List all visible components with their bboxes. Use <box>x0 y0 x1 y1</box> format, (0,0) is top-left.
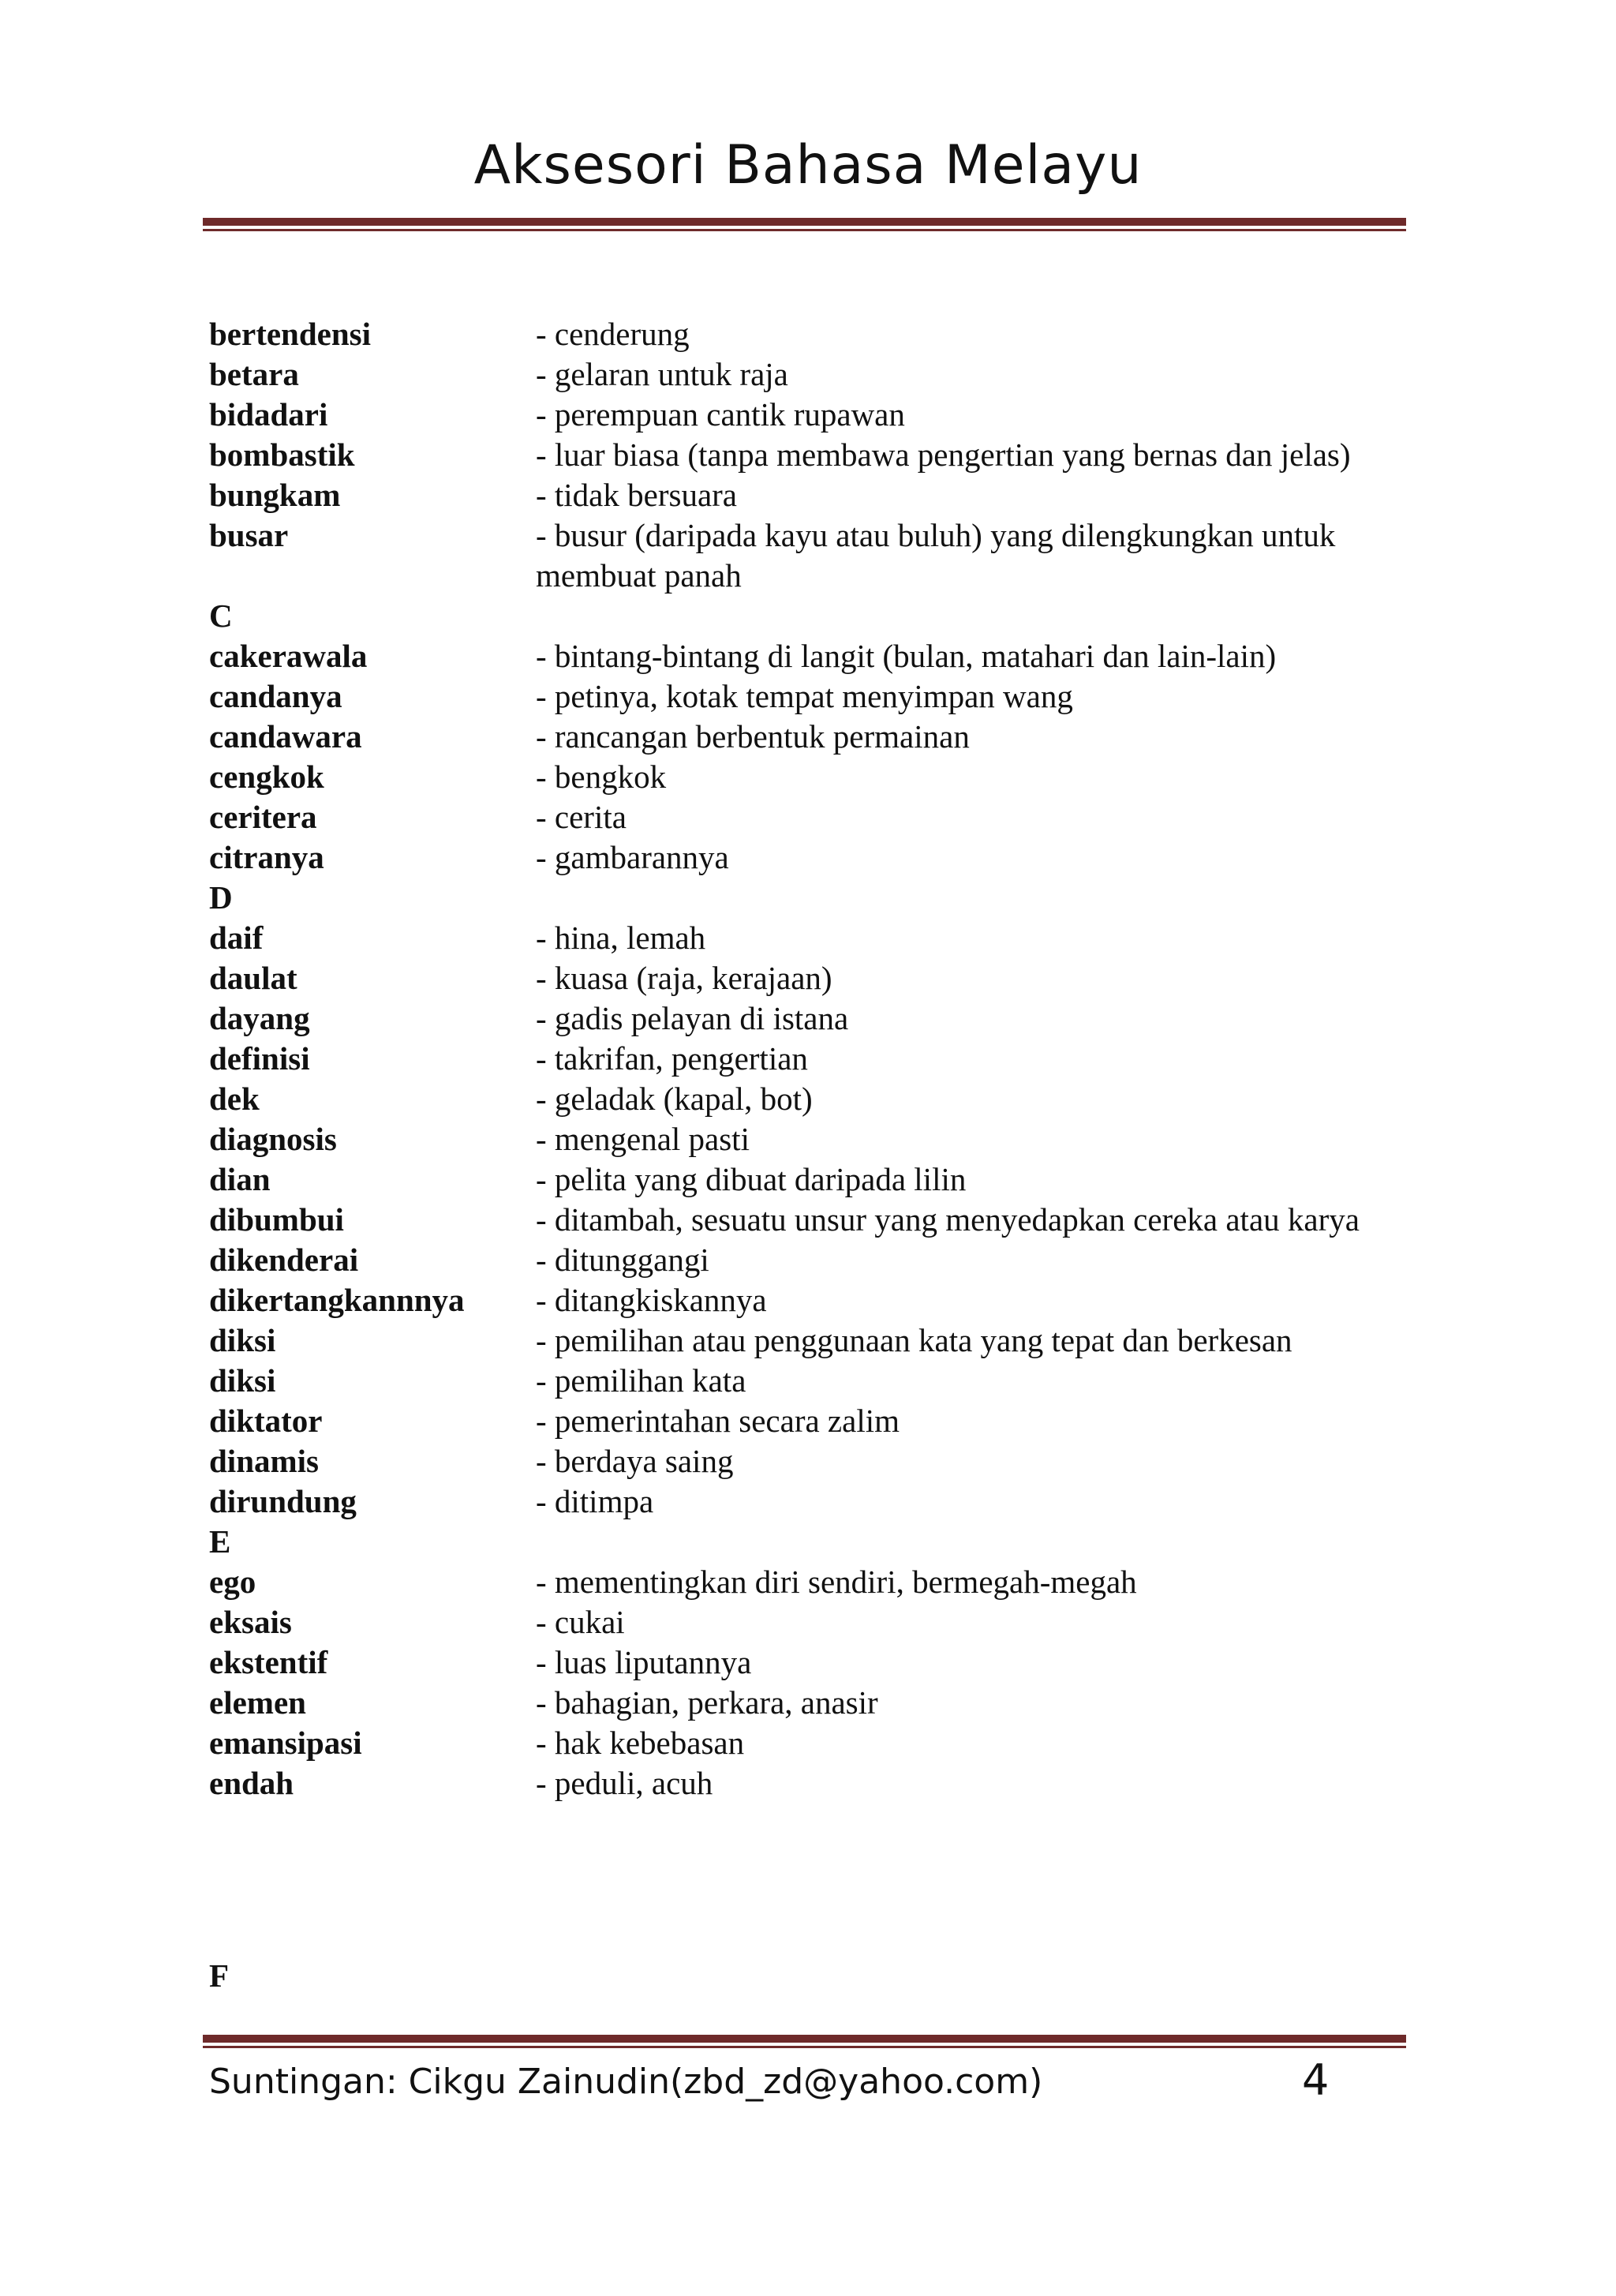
entry-term: dikenderai <box>209 1242 359 1278</box>
entry-definition: - bahagian, perkara, anasir <box>536 1684 878 1721</box>
glossary-entry <box>209 676 1408 717</box>
entry-term: bertendensi <box>209 316 371 352</box>
entry-term: candawara <box>209 718 362 755</box>
entry-definition: - gadis pelayan di istana <box>536 1000 849 1036</box>
glossary-entry <box>209 1240 1408 1280</box>
entry-definition: - geladak (kapal, bot) <box>536 1081 813 1117</box>
entry-term: dek <box>209 1081 260 1117</box>
glossary-entry <box>209 1723 1408 1763</box>
page-number: 4 <box>1302 2055 1330 2105</box>
glossary-entry <box>209 515 1408 596</box>
entry-term: dibumbui <box>209 1201 344 1238</box>
glossary-entry <box>209 1079 1408 1119</box>
glossary-entry <box>209 475 1408 515</box>
glossary-entry <box>209 918 1408 958</box>
entry-definition: - pemilihan atau penggunaan kata yang tepat dan berkesan <box>536 1322 1292 1358</box>
entry-definition: - takrifan, pengertian <box>536 1040 808 1077</box>
glossary-entry <box>209 1642 1408 1683</box>
footer-credit: Suntingan: Cikgu Zainudin(zbd_zd@yahoo.com) <box>209 2062 1043 2102</box>
glossary-entry <box>209 1401 1408 1441</box>
glossary-entry <box>209 797 1408 837</box>
entry-definition: - pemerintahan secara zalim <box>536 1403 900 1439</box>
entry-definition: - luas liputannya <box>536 1644 752 1680</box>
entry-term: diktator <box>209 1403 323 1439</box>
entry-definition: - cerita <box>536 799 627 835</box>
glossary-entry <box>209 354 1408 395</box>
glossary-entry <box>209 1039 1408 1079</box>
entry-definition: - ditambah, sesuatu unsur yang menyedapkan cereka atau karya <box>536 1201 1360 1238</box>
footer-rule <box>203 2035 1406 2048</box>
entry-term: emansipasi <box>209 1725 362 1761</box>
glossary-entry <box>209 435 1408 475</box>
entry-term: ekstentif <box>209 1644 328 1680</box>
glossary-entry <box>209 1763 1408 1803</box>
entry-term: eksais <box>209 1604 292 1640</box>
entry-definition: - kuasa (raja, kerajaan) <box>536 960 832 996</box>
glossary-entry <box>209 314 1408 354</box>
header-rule-thick <box>203 218 1406 226</box>
glossary-entry <box>209 998 1408 1039</box>
entry-definition: - tidak bersuara <box>536 477 737 513</box>
entry-term: busar <box>209 517 289 553</box>
entry-definition: - ditimpa <box>536 1483 654 1519</box>
entry-definition: - gelaran untuk raja <box>536 356 788 392</box>
entry-definition: - berdaya saing <box>536 1443 734 1479</box>
glossary-entry <box>209 1200 1408 1240</box>
entry-term: bidadari <box>209 396 328 433</box>
section-letter-f: F <box>209 1957 230 1994</box>
footer-rule-thick <box>203 2035 1406 2043</box>
section-letter-e: E <box>209 1523 231 1560</box>
entry-term: dinamis <box>209 1443 319 1479</box>
entry-term: daif <box>209 920 264 956</box>
entry-definition: - gambarannya <box>536 839 729 875</box>
entry-term: candanya <box>209 678 342 714</box>
entry-term: diagnosis <box>209 1121 337 1157</box>
entry-term: ego <box>209 1564 256 1600</box>
entry-term: diksi <box>209 1322 276 1358</box>
entry-term: definisi <box>209 1040 310 1077</box>
page-title: Aksesori Bahasa Melayu <box>473 134 1143 197</box>
entry-definition: - ditunggangi <box>536 1242 709 1278</box>
entry-term: bungkam <box>209 477 341 513</box>
glossary-entry <box>209 837 1408 878</box>
glossary-entry <box>209 757 1408 797</box>
entry-term: cakerawala <box>209 638 368 674</box>
entry-definition: - pelita yang dibuat daripada lilin <box>536 1161 967 1197</box>
section-letter-d: D <box>209 879 233 916</box>
glossary-entry <box>209 1481 1408 1522</box>
glossary-entry <box>209 1159 1408 1200</box>
entry-term: dian <box>209 1161 271 1197</box>
header-rule <box>203 218 1406 231</box>
glossary-entry <box>209 1320 1408 1361</box>
glossary-entry <box>209 636 1408 676</box>
entry-definition: - mengenal pasti <box>536 1121 750 1157</box>
entry-term: dikertangkannnya <box>209 1282 465 1318</box>
glossary-entry <box>209 1602 1408 1642</box>
entry-definition: - cukai <box>536 1604 625 1640</box>
glossary-entry <box>209 958 1408 998</box>
entry-definition: - petinya, kotak tempat menyimpan wang <box>536 678 1073 714</box>
entry-term: elemen <box>209 1684 306 1721</box>
entry-definition: - pemilihan kata <box>536 1362 746 1399</box>
entry-definition: - rancangan berbentuk permainan <box>536 718 970 755</box>
glossary-entry <box>209 1441 1408 1481</box>
entry-definition: - cenderung <box>536 316 690 352</box>
entry-term: daulat <box>209 960 297 996</box>
entry-definition: - perempuan cantik rupawan <box>536 396 905 433</box>
glossary-entry <box>209 1683 1408 1723</box>
entry-term: ceritera <box>209 799 317 835</box>
footer-rule-thin <box>203 2046 1406 2048</box>
glossary-entry <box>209 1562 1408 1602</box>
glossary-entry <box>209 1361 1408 1401</box>
entry-term: betara <box>209 356 299 392</box>
glossary-entry <box>209 1280 1408 1320</box>
entry-definition: - ditangkiskannya <box>536 1282 767 1318</box>
header-rule-thin <box>203 229 1406 231</box>
entry-definition: - busur (daripada kayu atau buluh) yang dilengkungkan untuk membuat panah <box>536 517 1336 594</box>
glossary-entry <box>209 395 1408 435</box>
entry-definition: - hina, lemah <box>536 920 706 956</box>
entry-term: citranya <box>209 839 324 875</box>
entry-term: cengkok <box>209 758 324 795</box>
entry-definition: - bengkok <box>536 758 667 795</box>
entry-term: bombastik <box>209 436 355 473</box>
glossary-list <box>209 314 1408 1803</box>
entry-definition: - mementingkan diri sendiri, bermegah-megah <box>536 1564 1137 1600</box>
entry-term: dirundung <box>209 1483 357 1519</box>
entry-term: diksi <box>209 1362 276 1399</box>
entry-definition: - peduli, acuh <box>536 1765 713 1801</box>
glossary-entry <box>209 1119 1408 1159</box>
entry-term: endah <box>209 1765 294 1801</box>
glossary-entry <box>209 717 1408 757</box>
entry-term: dayang <box>209 1000 310 1036</box>
entry-definition: - luar biasa (tanpa membawa pengertian yang bernas dan jelas) <box>536 436 1351 473</box>
section-letter-c: C <box>209 597 233 634</box>
entry-definition: - bintang-bintang di langit (bulan, matahari dan lain-lain) <box>536 638 1277 674</box>
entry-definition: - hak kebebasan <box>536 1725 745 1761</box>
